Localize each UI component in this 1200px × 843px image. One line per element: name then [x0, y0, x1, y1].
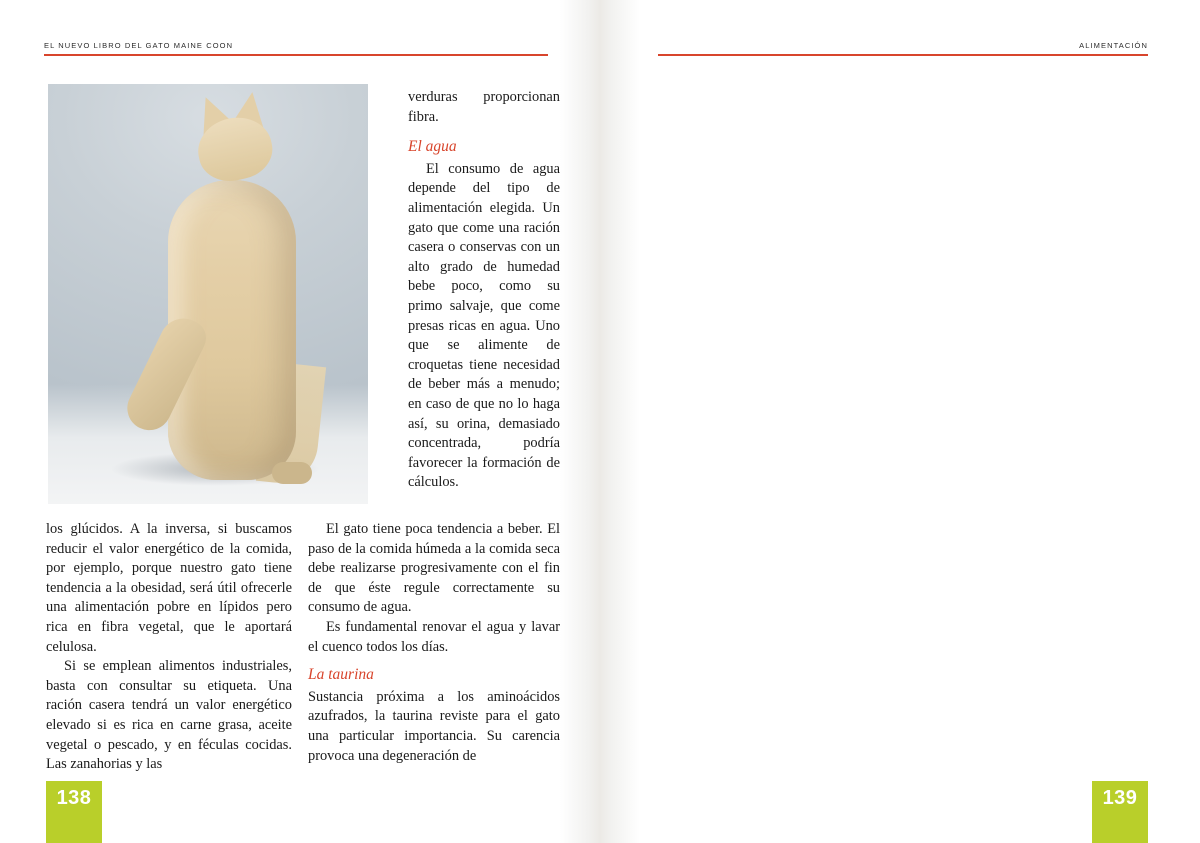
- header-rule-left: [44, 54, 548, 56]
- header-rule-right: [658, 54, 1148, 56]
- wide-paragraph-1: El gato tiene poca tendencia a beber. El paso de la comida húmeda a la comida seca debe realizarse progresivamente con el fin de que éste regule correctamente su consumo de agua.: [308, 521, 560, 616]
- wide-paragraph-2: Es fundamental renovar el agua y lavar el cuenco todos los días.: [308, 618, 560, 655]
- subhead-el-agua: El agua: [408, 138, 457, 156]
- left-paragraph-2: Si se emplean alimentos industriales, basta con consultar su etiqueta. Una ración casera tendrá un valor energético elevado si es rica en carne grasa, aceite vegetal o pescado, y en féculas cocidas. Las zanahorias y las: [46, 658, 292, 773]
- narrow-column: [408, 88, 560, 493]
- wide-column: [308, 520, 560, 766]
- running-head-right: ALIMENTACIÓN: [1079, 41, 1148, 50]
- cat-foot: [272, 462, 312, 484]
- cream-cat-standing-photo: [48, 84, 368, 504]
- subhead-la-taurina: La taurina: [308, 666, 374, 684]
- right-page: [600, 0, 1200, 843]
- taurina-paragraph: Sustancia próxima a los aminoácidos azufrados, la taurina reviste para el gato una particular importancia. Su carencia provoca una degeneración de: [308, 688, 560, 764]
- running-head-left: EL NUEVO LIBRO DEL GATO MAINE COON: [44, 41, 234, 50]
- left-column: [46, 520, 292, 775]
- folio-right: 139: [1092, 781, 1148, 843]
- narrow-lead-paragraph: verduras proporcionan fibra.: [408, 89, 560, 125]
- left-paragraph-1: los glúcidos. A la inversa, si buscamos reducir el valor energético de la comida, por ejemplo, porque nuestro gato tiene tendencia a la obesidad, será útil ofrecerle una alimentación pobre en lípidos pero rica en fibra vegetal, que le aportará celulosa.: [46, 521, 292, 655]
- folio-left: 138: [46, 781, 102, 843]
- narrow-body-paragraph: El consumo de agua depende del tipo de alimentación elegida. Un gato que come una ración casera o conservas con un alto grado de humedad bebe poco, como su primo salvaje, que come presas ricas en agua. Uno que se alimente de croquetas tiene necesidad de beber más a menudo; en caso de que no lo haga así, su orina, demasiado concentrada, podría favorecer la formación de cálculos.: [408, 160, 560, 491]
